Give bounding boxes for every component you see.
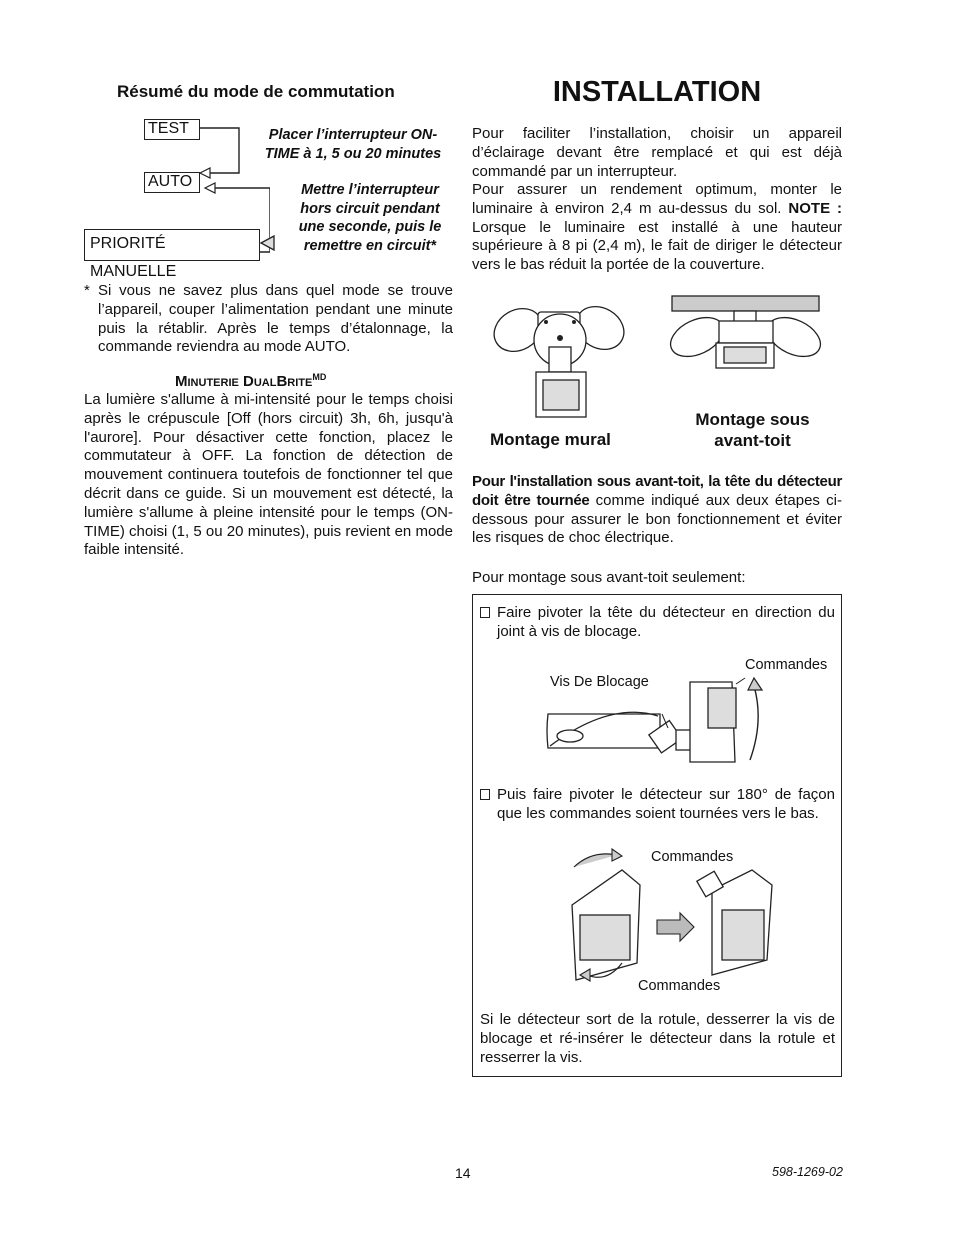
footnote-text: Si vous ne savez plus dans quel mode se trouve l’appareil, couper l’alimentation pendant une minute puis la rétablir. Après le temps d’étalonnage, la commande reviendra au mode AUTO. xyxy=(98,282,453,356)
eave-mount-label: Montage sous avant-toit xyxy=(695,410,810,450)
timer-text: La lumière s'allume à mi-intensité pour le temps choisi après le crépuscule [Off (hors circuit) 3h, 6h, jusqu'à l'aurore]. Pour désactiver cette fonction, placez le commutateur à OFF. La fonction de détection de mouvement continuera toutefois de fonctionner tel que décrit dans ce guide. Si un mouvement est détecté, la lumière s'allume à pleine intensité pour le temps (ON-TIME) choisi (1, 5 ou 20 minutes), puis revient en mode faible intensité. xyxy=(84,391,453,559)
mode-test-box: TEST xyxy=(144,119,200,140)
intro-paragraph-2: Pour assurer un rendement optimum, monter le luminaire à environ 2,4 m au-dessus du sol. NOTE : Lorsque le luminaire est installé à une hauteur supérieure à 8 pi (2,4 m), le fait de diriger le détecteur vers le bas réduit la portée de la couverture. xyxy=(472,181,842,274)
note-power-cycle: Mettre l’interrupteur hors circuit pendant une seconde, puis le remettre en circuit* xyxy=(298,182,442,254)
eave-mount-illustration xyxy=(664,295,826,375)
controls-label-bottom: Commandes xyxy=(638,978,721,994)
controls-label-top: Commandes xyxy=(651,849,734,865)
document-code: 598-1269-02 xyxy=(772,1165,843,1179)
step-2-illustration xyxy=(562,845,787,985)
step-2: Puis faire pivoter le détecteur sur 180° de façon que les commandes soient tournées vers le bas. xyxy=(480,786,835,824)
note-ontime: Placer l’interrupteur ON- TIME à 1, 5 ou 20 minutes xyxy=(264,127,442,162)
installation-title: INSTALLATION xyxy=(552,76,762,108)
step-2-checkbox xyxy=(480,789,490,800)
step-1-checkbox xyxy=(480,607,490,618)
wall-mount-illustration xyxy=(488,292,633,427)
manual-arrow-icon xyxy=(258,233,278,253)
screw-label: Vis De Blocage xyxy=(550,674,649,690)
summary-title: Résumé du mode de commutation xyxy=(117,82,395,101)
page-number: 14 xyxy=(455,1165,471,1181)
mode-auto-box: AUTO xyxy=(144,172,200,193)
timer-title: Minuterie DualBrite$^{MD}$ xyxy=(175,372,327,390)
wall-mount-label: Montage mural xyxy=(490,430,611,449)
mode-manual-box: PRIORITÉ MANUELLE xyxy=(84,229,260,261)
eave-only-label: Pour montage sous avant-toit seulement: xyxy=(472,569,746,586)
controls-label-step1: Commandes xyxy=(745,657,828,673)
footnote-asterisk: * xyxy=(84,282,90,299)
eave-paragraph: Pour l'installation sous avant-toit, la tête du détecteur doit être tournée comme indiqué aux deux étapes ci-dessous pour assurer le bon fonctionnement et éviter les risques de choc électrique. xyxy=(472,473,843,547)
intro-paragraph-1: Pour faciliter l’installation, choisir un appareil d’éclairage devant être remplacé et qui est déjà commandé par un interrupteur. xyxy=(472,125,842,180)
step-1-illustration xyxy=(540,676,780,771)
step-1: Faire pivoter la tête du détecteur en direction du joint à vis de blocage. xyxy=(480,604,835,642)
final-paragraph: Si le détecteur sort de la rotule, desserrer la vis de blocage et ré-insérer le détecteur dans la rotule et resserrer la vis. xyxy=(480,1011,835,1066)
